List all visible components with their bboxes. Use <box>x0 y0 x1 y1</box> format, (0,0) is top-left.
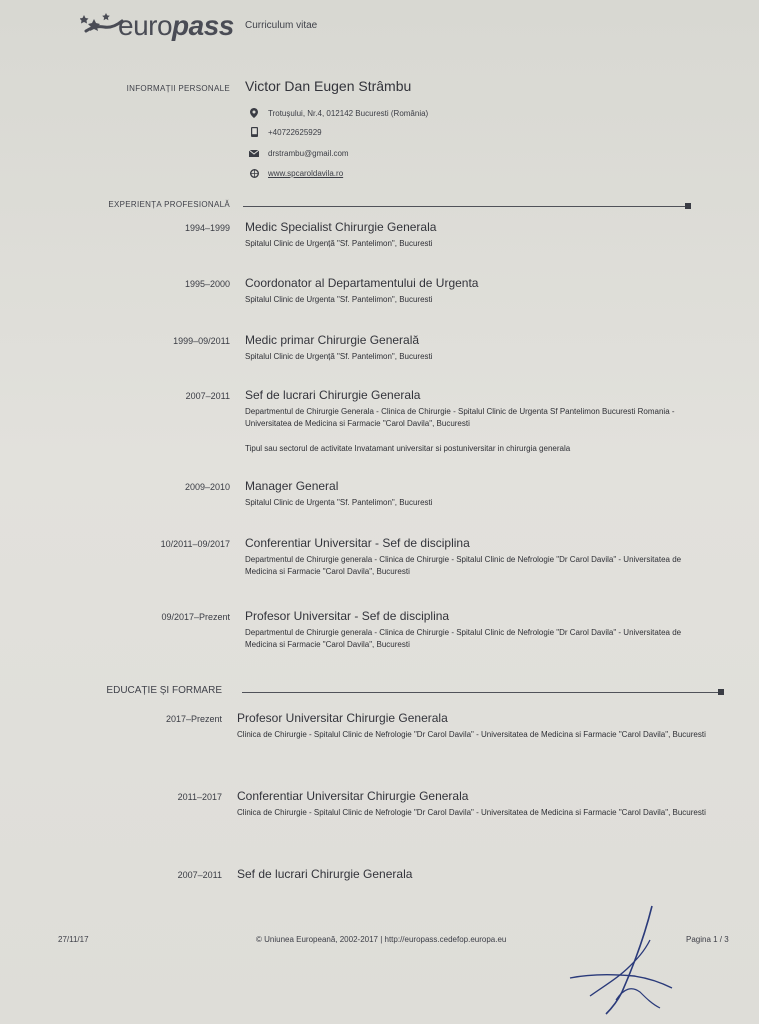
entry-detail: Spitalul Clinic de Urgență "Sf. Pantelimon", Bucuresti <box>245 352 433 361</box>
footer-date: 27/11/17 <box>58 935 89 944</box>
entry-title: Profesor Universitar Chirurgie Generala <box>237 711 448 725</box>
location-pin-icon <box>249 108 259 118</box>
document-type: Curriculum vitae <box>245 20 318 31</box>
entry-detail: Spitalul Clinic de Urgenta "Sf. Pantelimon", Bucuresti <box>245 295 433 304</box>
entry-body <box>237 789 707 819</box>
person-name: Victor Dan Eugen Strâmbu <box>245 78 412 94</box>
entry-title: Medic primar Chirurgie Generală <box>245 333 420 347</box>
footer-copyright[interactable]: © Uniunea Europeană, 2002-2017 | http://europass.cedefop.europa.eu <box>256 935 507 944</box>
website-link[interactable]: www.spcaroldavila.ro <box>268 168 344 178</box>
education-section-label: EDUCAȚIE ȘI FORMARE <box>106 685 222 696</box>
phone-icon <box>249 127 259 137</box>
education-section-rule <box>242 692 718 693</box>
entry-body <box>245 333 715 363</box>
entry-title: Medic Specialist Chirurgie Generala <box>245 220 437 234</box>
experience-rule-end <box>685 203 691 209</box>
entry-date: 09/2017–Prezent <box>161 612 230 622</box>
experience-section-label: EXPERIENȚA PROFESIONALĂ <box>108 200 230 209</box>
entry-date: 1999–09/2011 <box>173 336 230 346</box>
personal-section-label: INFORMAȚII PERSONALE <box>126 84 230 93</box>
entry-detail: Departmentul de Chirurgie generala - Clinica de Chirurgie - Spitalul Clinic de Nefrologie "Dr Carol Davila" - Universitatea de Medicina si Farmacie "Carol Davila", Bucuresti <box>245 555 682 576</box>
entry-body <box>237 867 707 882</box>
entry-body <box>245 479 715 509</box>
entry-body <box>245 220 715 250</box>
logo-text: europass <box>118 10 234 41</box>
entry-date: 2017–Prezent <box>165 714 222 724</box>
contact-website <box>249 168 343 178</box>
entry-body <box>245 388 715 453</box>
entry-detail: Departmentul de Chirurgie Generala - Clinica de Chirurgie - Spitalul Clinic de Urgenta Sf Pantelimon Bucuresti Romania - Universitatea de Medicina si Farmacie "Carol Davila", Bucuresti <box>245 407 675 428</box>
email-icon <box>249 148 259 158</box>
entry-body <box>245 609 715 651</box>
entry-activity-sector: Tipul sau sectorul de activitate Invatamant universitar si postuniversitar in chirurgia generala <box>245 444 571 453</box>
contact-email: drstrambu@gmail.com <box>249 148 349 158</box>
entry-body <box>237 711 707 741</box>
entry-title: Manager General <box>245 479 339 493</box>
entry-date: 2007–2011 <box>177 870 222 880</box>
education-rule-end <box>718 689 724 695</box>
entry-date: 1994–1999 <box>184 223 230 233</box>
entry-date: 2007–2011 <box>185 391 230 401</box>
website-icon <box>249 168 259 178</box>
entry-title: Profesor Universitar - Sef de disciplina <box>245 609 450 623</box>
entry-date: 10/2011–09/2017 <box>160 539 230 549</box>
entry-title: Conferentiar Universitar Chirurgie Generala <box>237 789 469 803</box>
entry-date: 2009–2010 <box>184 482 230 492</box>
entry-detail: Spitalul Clinic de Urgenta "Sf. Pantelimon", Bucuresti <box>245 498 433 507</box>
entry-title: Coordonator al Departamentului de Urgenta <box>245 276 479 290</box>
entry-body <box>245 276 715 306</box>
footer-page-number: Pagina 1 / 3 <box>686 935 729 944</box>
entry-date: 2011–2017 <box>177 792 222 802</box>
entry-title: Sef de lucrari Chirurgie Generala <box>245 388 421 402</box>
entry-detail: Clinica de Chirurgie - Spitalul Clinic de Nefrologie "Dr Carol Davila" - Universitatea de Medicina si Farmacie "Carol Davila", Bucuresti <box>237 730 706 739</box>
contact-phone: +40722625929 <box>249 127 322 137</box>
contact-address: Trotușului, Nr.4, 012142 Bucuresti (România) <box>249 108 428 118</box>
entry-title: Sef de lucrari Chirurgie Generala <box>237 867 413 881</box>
experience-section-rule <box>243 206 685 207</box>
europass-logo <box>80 8 234 44</box>
entry-detail: Departmentul de Chirurgie generala - Clinica de Chirurgie - Spitalul Clinic de Nefrologie "Dr Carol Davila" - Universitatea de Medicina si Farmacie "Carol Davila", Bucuresti <box>245 628 682 649</box>
entry-detail: Spitalul Clinic de Urgență "Sf. Pantelimon", Bucuresti <box>245 239 433 248</box>
entry-body <box>245 536 715 578</box>
entry-date: 1995–2000 <box>184 279 230 289</box>
handwritten-signature <box>560 900 680 1020</box>
entry-detail: Clinica de Chirurgie - Spitalul Clinic de Nefrologie "Dr Carol Davila" - Universitatea de Medicina si Farmacie "Carol Davila", Bucuresti <box>237 808 706 817</box>
entry-title: Conferentiar Universitar - Sef de disciplina <box>245 536 470 550</box>
